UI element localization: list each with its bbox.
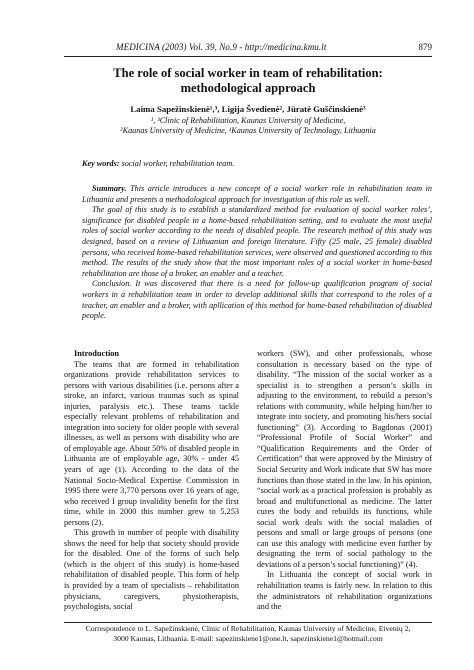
body-paragraph: This growth in number of people with disability shows the need for help that society should provide for the disabled. One of the forms of such help (which is the object of this study) is home-based rehabilitation of disabled people. This form of help is provided by a team of specialists – rehabilitation physicians, caregivers, physiotherapists, psychologists, social (64, 528, 239, 612)
running-header (64, 42, 432, 57)
keywords-label: Key words: (82, 159, 120, 168)
affiliations (64, 116, 432, 136)
body-paragraph: The teams that are formed in rehabilitation organizations provide rehabilitation services to persons with various disabilities (i.e. persons after a stroke, an infarct, various traumas such as spinal injuries, paralysis etc.). These teams tackle especially relevant problems of rehabilitation and integration into society for older people with several illnesses, as well as persons with disability who are of employable age. About 50% of disabled people in Lithuania are of employable age, 30% - under 45 years of age (1). According to the data of the National Socio-Medical Expertise Commission in 1995 there were 3,770 persons over 16 years of age, who received I group invalidity benefit for the first time, while in 2000 this number grew to 5,253 persons (2). (64, 359, 239, 527)
footnote-line-1: Correspondence to L. Sapežinskienė, Clinic of Rehabilitation, Kaunas University of Medicine, Eivenių 2, (85, 624, 411, 633)
author-list: Laima Sapežinskienė¹,³, Ligija Švedienė², Jūratė Guščinskienė³ (130, 104, 366, 114)
title-line-1: The role of social worker in team of rehabilitation: (113, 66, 383, 80)
abstract-paragraph-2: The goal of this study is to establish a standardized method for evaluation of social worker roles’, significance for disabled people in a home-based rehabilitation setting, and to evaluate the most useful roles of social worker according to the needs of disabled people. The research method of this study was designed, based on a review of Lithuanian and foreign literature. Fifty (25 male, 25 female) disabled persons, who received home-based rehabilitation services, were observed and questioned according to this method. The results of the study show that the most important roles of a social worker in home-based rehabilitation are those of a broker, an enabler and a teacher. (82, 205, 432, 278)
affiliation-line-1: ¹, ³Clinic of Rehabilitation, Kaunas University of Medicine, (150, 116, 346, 125)
abstract-paragraph-3: Conclusion. It was discovered that there is a need for follow-up qualification program of social workers in a rehabilitation team in order to develop additional skills that correspond to the roles of a teacher, an enabler and a broker, with apllication of this method for home-based rehabilitation of disabled people. (82, 279, 432, 321)
page-number: 879 (418, 42, 432, 52)
abstract (82, 184, 432, 322)
keywords-text: social worker, rehabilitation team. (119, 159, 235, 168)
body-paragraph: workers (SW), and other professionals, whose consultation is necessary based on the type of disability. “The mission of the social worker as a specialist is to strengthen a person’s skills in adjusting to the environment, to rebuild a person’s relations with community, while helping him/her to integrate into society, and promoting his/hers social functioning” (3). According to Bagdonas (2001) “Professional Profile of Social Worker” and “Qualification Requirements and the Order of Certification” that were approved by the Ministry of Social Security and Work indicate that SW has more functions than those stated in the law. In his opinion, “social work as a practical profession is probably as broad and multifunctional as medicine. The latter cures the body and rebuilds its functions, while social work deals with the social maladies of persons and small or large groups of persons (one can use this analogy with medicine even further by designating the term of social pathology to the deviations of a person’s social functioning)” (4). (257, 349, 432, 569)
body-paragraph: In Lithuania the concept of social work in rehabilitation teams is fairly new. In relation to this the administrators of rehabilitation organizations and the (257, 570, 432, 612)
journal-citation: MEDICINA (2003) Vol. 39, No.9 - http://medicina.kmu.lt (116, 42, 327, 52)
summary-text: This article introduces a new concept of a social worker role in rehabilitation team in Lithuania and presents a methodological approach for investigation of this role as well. (82, 184, 432, 204)
affiliation-line-2: ²Kaunas University of Medicine, ¹Kaunas University of Technology, Lithuania (120, 126, 376, 135)
section-heading-introduction: Introduction (74, 349, 120, 358)
body-column-left (64, 349, 239, 613)
abstract-paragraph-1 (82, 184, 432, 205)
correspondence-footnote (64, 624, 432, 644)
footnote-divider (64, 622, 432, 623)
article-title (64, 66, 432, 96)
title-line-2: methodological approach (180, 81, 316, 95)
summary-label: Summary. (92, 184, 127, 193)
body-column-right (257, 349, 432, 613)
keywords (82, 159, 422, 168)
footnote-line-2: 3000 Kaunas, Lithuania. E-mail: sapezinskiene1@one.lt, sapezinskiene1@hotmail.com (113, 634, 383, 643)
